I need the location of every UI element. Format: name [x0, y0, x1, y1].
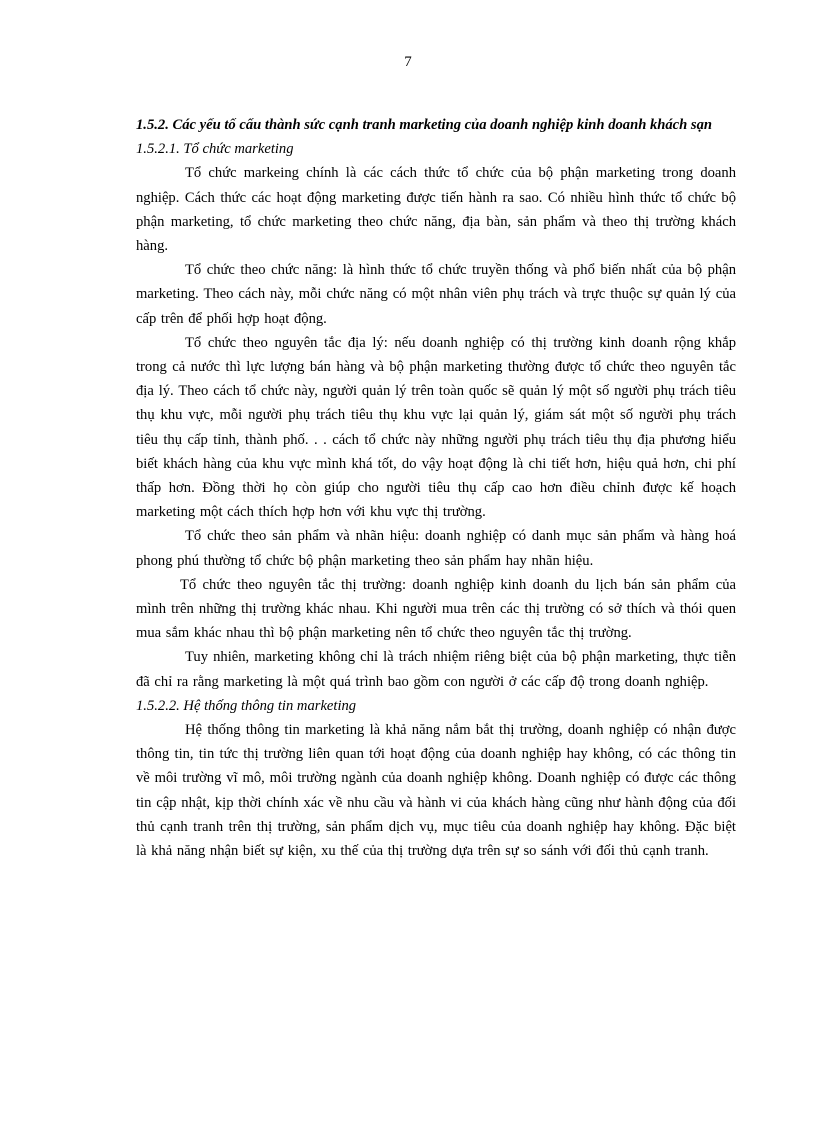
- paragraph: Tổ chức theo nguyên tắc thị trường: doanh nghiệp kinh doanh du lịch bán sản phẩm của mình trên những thị trường khác nhau. Khi người mua trên các thị trường có sở thích và thói quen mua sắm khác nhau thì bộ phận marketing nên tổ chức theo nguyên tắc thị trường.: [136, 576, 736, 642]
- section-heading: 1.5.2. Các yếu tố cấu thành sức cạnh tranh marketing của doanh nghiệp kinh doanh khách sạn: [136, 117, 713, 133]
- paragraph: Tổ chức theo nguyên tắc địa lý: nếu doanh nghiệp có thị trường kinh doanh rộng khắp trong cả nước thì lực lượng bán hàng và bộ phận marketing thường được tổ chức theo nguyên tắc địa lý. Theo cách tổ chức này, người quản lý trên toàn quốc sẽ quản lý một số người phụ trách tiêu thụ khu vực, mỗi người phụ trách tiêu thụ khu vực lại quản lý, giám sát một số người phụ trách tiêu thụ cấp tỉnh, thành phố. . . cách tổ chức này những người phụ trách tiêu thụ địa phương hiểu biết khách hàng của khu vực mình khá tốt, do vậy hoạt động là chi tiết hơn, hiệu quả hơn, chi phí thấp hơn. Đồng thời họ còn giúp cho người tiêu thụ cấp cao hơn điều chỉnh được kế hoạch marketing một cách thích hợp hơn với khu vực thị trường.: [136, 334, 736, 521]
- paragraph: Tổ chức theo sản phẩm và nhãn hiệu: doanh nghiệp có danh mục sản phẩm và hàng hoá phong phú thường tổ chức bộ phận marketing theo sản phẩm hay nhãn hiệu.: [136, 528, 736, 569]
- paragraph: Tổ chức theo chức năng: là hình thức tổ chức truyền thống và phổ biến nhất của bộ phận marketing. Theo cách này, mỗi chức năng có một nhân viên phụ trách và trực thuộc sự quản lý của cấp trên để phối hợp hoạt động.: [136, 262, 736, 327]
- paragraph: Hệ thống thông tin marketing là khả năng nắm bắt thị trường, doanh nghiệp có nhận được thông tin, tin tức thị trường liên quan tới hoạt động của doanh nghiệp hay không, có các thông tin về môi trường vĩ mô, môi trường ngành của doanh nghiệp không. Doanh nghiệp có được các thông tin cập nhật, kịp thời chính xác về nhu cầu và hành vi của khách hàng cũng như hành động của đối thủ cạnh tranh trên thị trường, sản phẩm dịch vụ, mục tiêu của doanh nghiệp hay không. Đặc biệt là khả năng nhận biết sự kiện, xu thế của thị trường dựa trên sự so sánh với đối thủ cạnh tranh.: [136, 722, 736, 860]
- subsection-heading-information-system: 1.5.2.2. Hệ thống thông tin marketing: [136, 697, 357, 714]
- subsection-heading-organization: 1.5.2.1. Tổ chức marketing: [136, 141, 294, 158]
- paragraph: Tuy nhiên, marketing không chỉ là trách nhiệm riêng biệt của bộ phận marketing, thực tiễn đã chỉ ra rằng marketing là một quá trình bao gồm con người ở các cấp độ trong doanh nghiệp.: [136, 649, 736, 690]
- page-content: [136, 113, 736, 863]
- paragraph: Tổ chức markeing chính là các cách thức tổ chức của bộ phận marketing trong doanh nghiệp. Cách thức các hoạt động marketing được tiến hành ra sao. Có nhiều hình thức tổ chức bộ phận marketing, tổ chức marketing theo chức năng, địa bàn, sản phẩm và theo thị trường khách hàng.: [136, 165, 736, 255]
- page-number: 7: [404, 54, 412, 70]
